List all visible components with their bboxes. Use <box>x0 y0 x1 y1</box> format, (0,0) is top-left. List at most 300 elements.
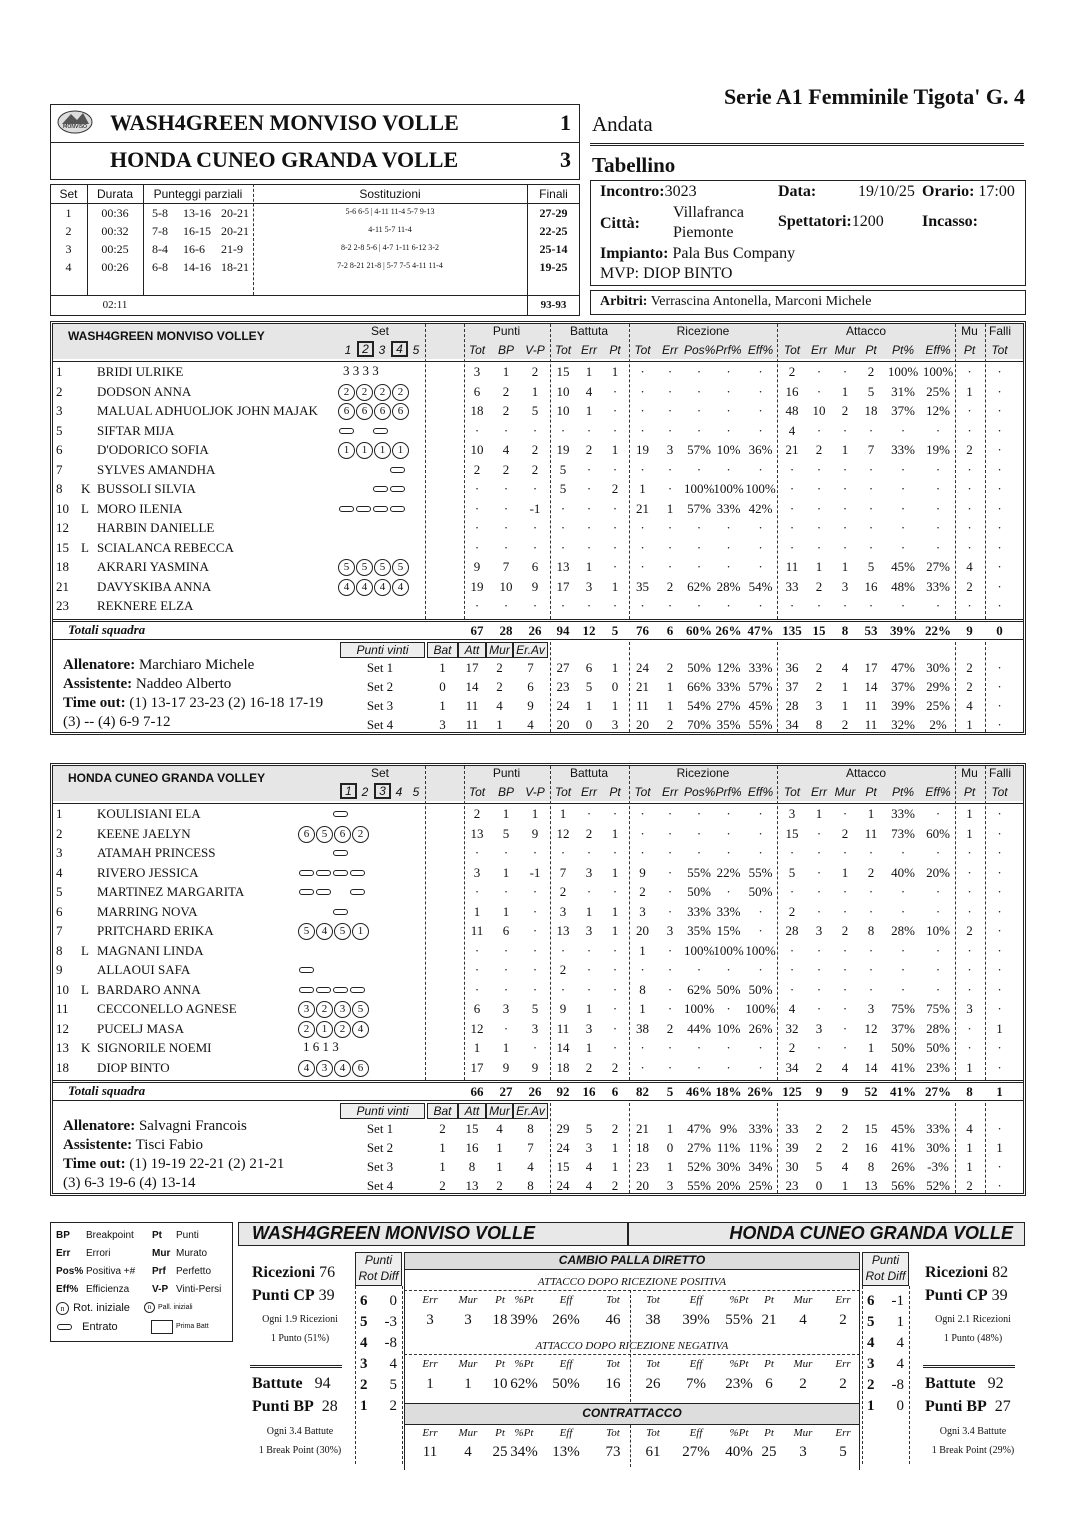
citta-line2: Piemonte <box>673 224 734 241</box>
stat-cell: 1 <box>611 923 619 938</box>
stat-cell: 100% <box>922 364 954 379</box>
hdr-sub: Pt <box>963 785 976 799</box>
home-value: 11 <box>422 1444 438 1460</box>
rotation-circle: 5 <box>392 559 409 576</box>
stat-cell: · <box>696 598 702 613</box>
stat-cell: 6 <box>531 559 539 574</box>
player-number: 1 <box>56 364 63 379</box>
assistant <box>63 1137 203 1154</box>
stat-cell: · <box>612 1001 618 1016</box>
rotation-circle: 3 <box>334 1001 351 1018</box>
per-set-cell: 8 <box>815 716 823 732</box>
per-set-cell: 1 <box>439 1140 446 1155</box>
col-divider <box>425 324 426 619</box>
legend-pall: n Pall. iniziali <box>144 1302 193 1313</box>
stat-cell: · <box>935 539 941 555</box>
per-set-label: Set 3 <box>366 697 394 713</box>
stat-cell: · <box>667 422 673 438</box>
total-cell: 82 <box>636 1084 649 1099</box>
total-cell: 6 <box>611 1084 619 1099</box>
stat-cell: 9 <box>531 578 539 594</box>
entered-marker <box>373 506 388 512</box>
punti-bp-stat <box>252 1398 338 1416</box>
stat-cell: 10% <box>716 442 741 457</box>
set-number: 3 <box>65 242 72 256</box>
per-set-cell: 39 <box>785 1140 799 1155</box>
total-cell: 18% <box>715 1084 742 1099</box>
rotation-circle: 5 <box>316 826 333 843</box>
stat-cell: 50% <box>891 1040 915 1055</box>
partial-3: 18-21 <box>221 260 249 274</box>
player-number: 8 <box>56 942 63 958</box>
hdr-ricezione: Ricezione <box>676 324 730 338</box>
stat-cell: · <box>900 962 906 977</box>
stat-cell: · <box>532 520 538 535</box>
stat-cell: · <box>789 942 795 958</box>
entered-marker <box>333 811 348 817</box>
stat-cell: · <box>612 520 618 535</box>
total-duration: 02:11 <box>102 299 128 311</box>
incontro: Incontro:3023 <box>600 183 697 200</box>
stat-cell: · <box>758 1040 763 1055</box>
player-number: 6 <box>56 903 63 919</box>
rotation-diff: 4 <box>896 1335 904 1351</box>
rotation-circle: 4 <box>316 923 333 940</box>
per-set-cell: 30 <box>785 1159 799 1174</box>
sets-col-durata: Durata <box>96 187 134 201</box>
per-set-cell: 1 <box>666 678 674 694</box>
total-cell: 22% <box>925 622 951 638</box>
per-set-cell: 45% <box>748 697 773 713</box>
stat-cell: · <box>640 383 645 399</box>
legend-value2: Murato <box>176 1248 208 1259</box>
stat-cell: · <box>900 481 906 496</box>
entered-marker <box>299 870 314 876</box>
hdr-sub: Eff% <box>747 785 774 799</box>
hdr-set-num: 4 <box>391 341 408 357</box>
partial-1: 7-8 <box>152 224 168 238</box>
stat-cell: · <box>640 422 645 438</box>
stat-cell: · <box>532 942 538 958</box>
stat-cell: · <box>842 598 848 613</box>
hdr-sub: V-P <box>525 785 545 799</box>
set-duration: 00:25 <box>101 242 129 256</box>
stat-cell: · <box>726 1059 731 1075</box>
right-head: %Pt <box>729 1358 749 1370</box>
player-name: MORO ILENIA <box>97 500 183 516</box>
player-number: 11 <box>56 1001 69 1016</box>
stat-cell: · <box>726 1001 731 1016</box>
stat-cell: 3 <box>639 903 646 919</box>
stat-cell: · <box>532 903 538 919</box>
set-number: 4 <box>65 260 72 274</box>
stat-cell: 3 <box>585 923 593 938</box>
stat-cell: · <box>586 806 592 821</box>
hdr-sub: Eff% <box>747 343 774 357</box>
stat-cell: 1 <box>639 1001 646 1016</box>
stat-cell: · <box>816 845 822 860</box>
set-presence <box>298 1000 370 1018</box>
stat-cell: 1 <box>867 1040 875 1055</box>
player-name: MARTINEZ MARGARITA <box>97 884 245 899</box>
set-presence <box>298 825 370 843</box>
punto-pct: 1 Punto (48%) <box>943 1333 1003 1344</box>
first-serve-icon <box>151 1320 173 1334</box>
per-set-cell: 30% <box>716 1159 741 1174</box>
rotation-num: 4 <box>360 1335 368 1351</box>
stat-cell: 41% <box>891 1059 915 1075</box>
divider <box>923 1365 1015 1368</box>
bp-value: 28 <box>321 1398 338 1415</box>
stat-cell: · <box>868 461 874 477</box>
per-set-cell: 21 <box>636 678 649 694</box>
stat-cell: 1 <box>502 806 510 821</box>
stat-cell: 11 <box>470 923 484 938</box>
stat-cell: · <box>612 981 618 997</box>
rotation-circle: 4 <box>392 579 409 596</box>
stat-cell: 23% <box>926 1059 950 1075</box>
legend-value2: Vinti-Persi <box>176 1284 222 1295</box>
stat-cell: · <box>612 559 618 574</box>
per-set-cell: 2 <box>815 1140 823 1155</box>
player-name: BUSSOLI SILVIA <box>97 481 196 496</box>
hdr-sub: Mur <box>834 785 856 799</box>
svg-text:MONVISO: MONVISO <box>63 124 87 130</box>
stat-cell: 4 <box>841 1059 849 1075</box>
stat-cell: · <box>532 884 538 899</box>
rotation-diff: -3 <box>384 1314 397 1330</box>
stat-cell: · <box>935 981 941 997</box>
stat-cell: 1 <box>639 942 646 958</box>
stat-cell: · <box>758 559 763 574</box>
rotation-circle: 5 <box>338 559 355 576</box>
stat-cell: · <box>900 845 906 860</box>
bottom-away-name: HONDA CUNEO GRANDA VOLLE <box>729 1223 1013 1243</box>
per-set-cell: 1 <box>666 697 674 713</box>
legend-value: Breakpoint <box>86 1230 134 1241</box>
stat-cell: 2 <box>666 578 674 594</box>
away-value: 21 <box>761 1312 777 1328</box>
row-divider <box>53 621 1023 622</box>
stat-cell: 5 <box>531 403 539 418</box>
total-cell: 125 <box>782 1084 802 1099</box>
stat-cell: 20% <box>926 864 950 880</box>
stat-cell: 12 <box>470 1020 484 1036</box>
assistant-name: Tisci Fabio <box>135 1137 204 1153</box>
stat-cell: 1 <box>585 364 593 379</box>
stat-cell: 2 <box>841 825 849 841</box>
per-set-cell: 52% <box>687 1159 711 1174</box>
per-set-cell: 1 <box>611 1159 619 1174</box>
per-set-cell: 13 <box>864 1178 878 1193</box>
hdr-set-num: 1 <box>344 343 352 357</box>
rotation-circle: 4 <box>298 1060 315 1077</box>
per-set-cell: 2 <box>966 659 973 675</box>
stat-cell: · <box>667 559 673 574</box>
left-head: %Pt <box>514 1427 534 1439</box>
rotation-circle: 6 <box>356 403 373 420</box>
total-cell: 46% <box>686 1084 712 1099</box>
hdr-sub: Pt <box>963 343 976 357</box>
stat-cell: 16 <box>864 578 878 594</box>
stat-cell: · <box>967 1040 972 1055</box>
hdr-mu: Mu <box>961 324 978 338</box>
stat-cell: · <box>900 539 906 555</box>
stat-cell: 2 <box>559 884 567 899</box>
stat-cell: · <box>816 962 822 977</box>
per-set-cell: · <box>997 659 1002 675</box>
total-cell: 16 <box>582 1084 596 1099</box>
orario: Orario: 17:00 <box>922 183 1015 200</box>
stat-cell: 2 <box>815 1059 823 1075</box>
hdr-sub: Tot <box>991 343 1008 357</box>
stat-cell: · <box>532 981 538 997</box>
legend-value2: Perfetto <box>176 1266 212 1277</box>
stat-cell: · <box>726 520 731 535</box>
set-presence <box>298 864 366 880</box>
hdr-sub: Pt% <box>891 785 914 799</box>
stat-cell: · <box>696 845 702 860</box>
per-set-cell: 1 <box>841 1178 849 1193</box>
rotation-num: 5 <box>360 1314 368 1330</box>
stat-cell: · <box>474 539 480 555</box>
stat-cell: 1 <box>841 864 849 880</box>
stat-cell: · <box>726 461 731 477</box>
per-set-cell: 47% <box>687 1121 711 1136</box>
hdr-sub: Err <box>811 785 827 799</box>
left-head: Pt <box>495 1358 505 1370</box>
stat-cell: 9 <box>559 1001 567 1016</box>
entered-marker <box>333 870 348 876</box>
stat-cell: 38 <box>636 1020 649 1036</box>
stat-cell: 2 <box>815 442 823 457</box>
set-final: 19-25 <box>539 260 568 274</box>
rotdiff-hdr: Rot Diff <box>358 1269 399 1283</box>
stat-cell: · <box>612 962 618 977</box>
total-cell: 8 <box>966 1084 973 1099</box>
per-set-cell: 20% <box>716 1178 741 1193</box>
stat-cell: 1 <box>966 825 973 841</box>
hdr-sub: Eff% <box>925 785 951 799</box>
player-name: SYLVES AMANDHA <box>97 461 216 477</box>
stat-cell: · <box>997 806 1002 821</box>
stat-cell: · <box>696 539 702 555</box>
partial-3: 21-9 <box>221 242 243 256</box>
rotation-circle: 5 <box>334 923 351 940</box>
per-set-cell: 56% <box>891 1178 915 1193</box>
per-set-cell: 6 <box>527 678 534 694</box>
home-value: 39% <box>510 1312 538 1328</box>
legend-entrato: Entrato <box>56 1321 118 1333</box>
stat-cell: 9 <box>531 1059 539 1075</box>
right-head: Mur <box>793 1358 813 1370</box>
stat-cell: 2 <box>639 884 646 899</box>
stat-cell: · <box>503 481 509 496</box>
entered-icon <box>57 1324 72 1330</box>
stat-cell: · <box>640 539 645 555</box>
hdr-set: Set <box>370 324 389 338</box>
stat-cell: 12 <box>556 825 570 841</box>
per-set-cell: 26% <box>891 1159 915 1174</box>
stat-cell: 10 <box>470 442 484 457</box>
per-set-cell: 2 <box>611 1121 619 1136</box>
rotation-num: 3 <box>360 1356 368 1372</box>
stat-cell: 2 <box>966 442 973 457</box>
per-set-hdr: Att <box>458 1103 486 1119</box>
home-value: 4 <box>464 1444 472 1460</box>
stat-cell: · <box>900 500 906 516</box>
timeout-line2: (3) 6-3 19-6 (4) 13-14 <box>63 1175 196 1191</box>
rotation-circle: 4 <box>356 579 373 596</box>
rotation-diff: -8 <box>891 1377 904 1393</box>
player-number: 3 <box>56 403 63 418</box>
per-set-label: Set 2 <box>366 678 394 694</box>
stat-cell: · <box>560 981 566 997</box>
stat-cell: 4 <box>585 383 593 399</box>
substitutions: 5-6 6-5 | 4-11 11-4 5-7 9-13 <box>345 207 435 216</box>
total-cell: 5 <box>611 622 619 638</box>
per-set-cell: 11 <box>465 697 479 713</box>
stat-cell: 3 <box>788 806 796 821</box>
stat-cell: 3 <box>531 1020 539 1036</box>
stat-cell: 33% <box>716 500 741 516</box>
total-cell: 9 <box>966 622 973 638</box>
stat-cell: 2 <box>611 1059 619 1075</box>
stat-cell: · <box>474 422 480 438</box>
stat-cell: · <box>640 559 645 574</box>
stat-cell: · <box>532 923 538 938</box>
stat-cell: 100% <box>713 481 744 496</box>
stat-cell: 57% <box>687 442 711 457</box>
stat-cell: 50% <box>716 981 741 997</box>
per-set-cell: 11 <box>864 716 878 732</box>
stat-cell: · <box>816 520 822 535</box>
stat-cell: 21 <box>636 500 649 516</box>
hdr-ricezione: Ricezione <box>676 766 730 780</box>
right-head: Tot <box>646 1358 660 1370</box>
stat-cell: · <box>997 884 1002 899</box>
partial-1: 8-4 <box>152 242 168 256</box>
contr-title: CONTRATTACCO <box>582 1406 682 1420</box>
row-divider <box>53 1082 1023 1083</box>
home-value: 18 <box>492 1312 508 1328</box>
stat-cell: · <box>726 364 731 379</box>
stat-cell: 14 <box>556 1040 570 1055</box>
stat-cell: 40% <box>891 864 915 880</box>
stat-cell: 34 <box>785 1059 799 1075</box>
stat-cell: · <box>758 1059 763 1075</box>
stat-cell: · <box>758 422 763 438</box>
player-role: K <box>81 481 91 496</box>
per-set-cell: 13 <box>465 1178 479 1193</box>
stat-cell: · <box>842 1001 848 1016</box>
stat-cell: · <box>503 598 509 613</box>
entered-marker <box>333 909 348 915</box>
per-set-cell: 2 <box>966 1178 973 1193</box>
away-value: 2 <box>839 1312 847 1328</box>
stat-cell: · <box>696 461 702 477</box>
hdr-sub: Pt <box>609 785 621 799</box>
stat-cell: · <box>967 481 972 496</box>
right-head: Pt <box>764 1427 774 1439</box>
stat-cell: 1 <box>531 383 539 399</box>
data-label: Data: <box>778 183 817 200</box>
per-set-cell: 33% <box>716 678 741 694</box>
stat-cell: · <box>868 903 874 919</box>
player-role: L <box>81 500 89 516</box>
total-cell: 27 <box>499 1084 513 1099</box>
entered-marker <box>390 467 405 473</box>
right-head: Err <box>835 1294 851 1306</box>
stat-cell: · <box>816 500 822 516</box>
player-number: 2 <box>56 825 63 841</box>
coach-label: Allenatore: <box>63 1118 136 1134</box>
stat-cell: 2 <box>867 864 875 880</box>
stat-cell: 2 <box>559 962 567 977</box>
total-cell: 92 <box>556 1084 570 1099</box>
ricezioni-stat <box>925 1264 1008 1282</box>
stat-cell: 54% <box>748 578 773 594</box>
stat-cell: · <box>758 923 763 938</box>
stat-cell: · <box>667 1040 673 1055</box>
stat-cell: · <box>726 598 731 613</box>
stat-cell: · <box>503 845 509 860</box>
stat-cell: 19% <box>926 442 950 457</box>
stat-cell: · <box>868 500 874 516</box>
away-value: 39% <box>682 1312 710 1328</box>
rotation-num: 5 <box>867 1314 875 1330</box>
hdr-sub: Prf% <box>715 343 742 357</box>
stat-cell: 5 <box>788 864 796 880</box>
coach-label: Allenatore: <box>63 656 136 673</box>
per-set-cell: 15 <box>864 1121 878 1136</box>
per-set-cell: 14 <box>864 678 878 694</box>
total-cell: 1 <box>996 1084 1003 1099</box>
set-presence <box>298 883 366 899</box>
per-set-cell: 30% <box>926 1140 950 1155</box>
hdr-sub: Tot <box>634 343 651 357</box>
stat-cell: · <box>900 520 906 535</box>
rotation-circle: 2 <box>374 384 391 401</box>
stat-cell: 100% <box>745 942 776 958</box>
per-set-cell: 2 <box>496 678 503 694</box>
hdr-punti: Punti <box>492 324 521 338</box>
player-role: K <box>81 1040 91 1055</box>
set-presence <box>298 922 370 940</box>
per-set-cell: 37 <box>785 678 799 694</box>
rotation-circle: 5 <box>352 1001 369 1018</box>
stat-cell: · <box>967 461 972 477</box>
stat-cell: · <box>997 442 1002 457</box>
phase-label: Andata <box>592 112 653 136</box>
stat-cell: · <box>667 461 673 477</box>
stat-cell: · <box>667 481 673 496</box>
home-value: 34% <box>510 1444 538 1460</box>
legend-key: Pos% <box>56 1266 84 1277</box>
hdr-set-num: 4 <box>395 785 403 799</box>
player-name: SIGNORILE NOEMI <box>97 1040 212 1055</box>
rotation-circle: 6 <box>352 1060 369 1077</box>
row-divider <box>53 1080 1023 1081</box>
stat-cell: 28% <box>716 578 741 594</box>
punti-cp-stat <box>252 1287 335 1305</box>
stat-cell: · <box>997 923 1002 938</box>
ogni-battute: Ogni 3.4 Battute <box>266 1426 334 1437</box>
player-name: DODSON ANNA <box>97 383 192 399</box>
ric-label: Ricezioni <box>925 1264 989 1281</box>
stat-cell: · <box>667 845 673 860</box>
stat-cell: · <box>758 539 763 555</box>
